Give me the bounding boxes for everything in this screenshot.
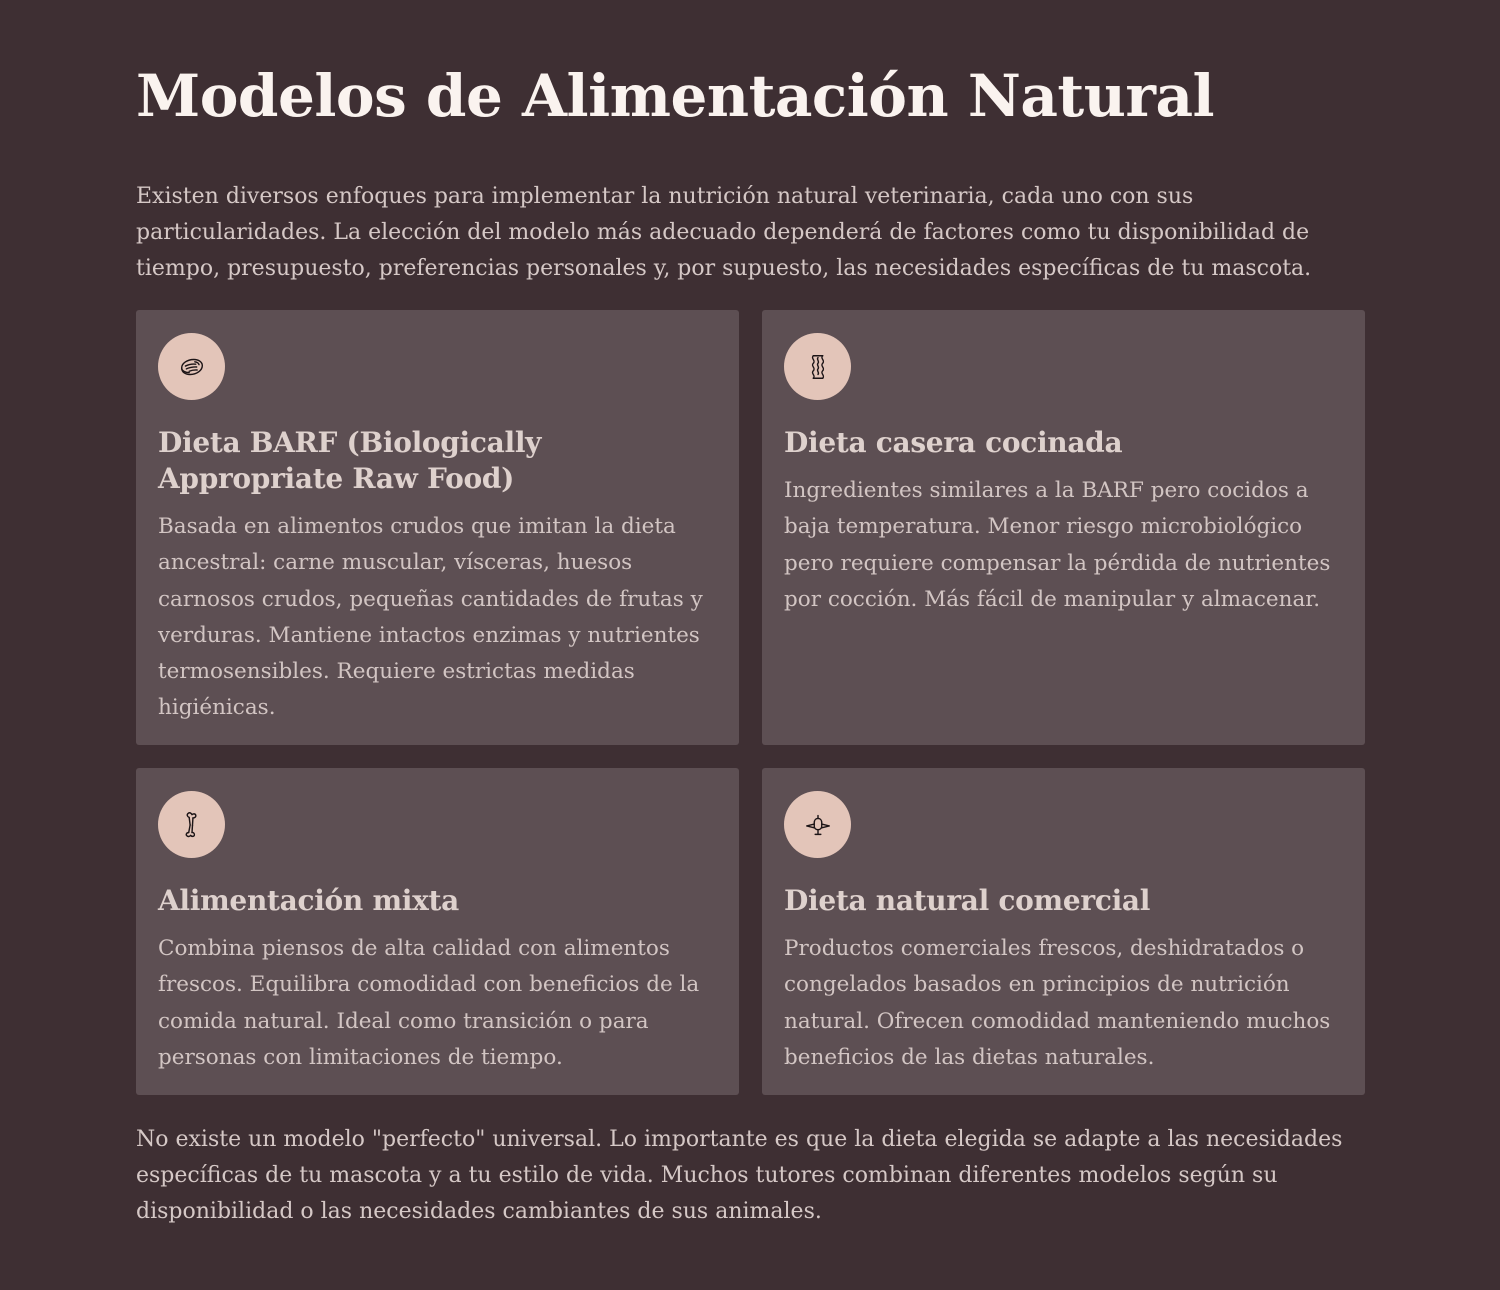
card-title: Dieta natural comercial — [784, 884, 1151, 917]
bone-icon — [158, 791, 225, 858]
closing-paragraph: No existe un modelo "perfecto" universal. Lo importante es que la dieta elegida se adapte a las necesidades específicas de tu mascota y a tu estilo de vida. Muchos tutores combinan diferentes modelos según su disponibilidad o las necesidades cambiantes de sus animales. — [136, 1127, 1343, 1224]
intro-paragraph: Existen diversos enfoques para implementar la nutrición natural veterinaria, cada uno con sus particularidades. La elección del modelo más adecuado dependerá de factores como tu disponibilidad de tiempo, presupuesto, preferencias personales y, por supuesto, las necesidades específicas de tu mascota. — [136, 184, 1312, 281]
diet-card-cooked — [762, 310, 1365, 745]
card-description: Basada en alimentos crudos que imitan la dieta ancestral: carne muscular, vísceras, huesos carnosos crudos, pequeñas cantidades de frutas y verduras. Mantiene intactos enzimas y nutrientes termosensibles. Requiere estrictas medidas higiénicas. — [158, 514, 703, 721]
meat-steak-icon — [158, 333, 225, 400]
card-description: Productos comerciales frescos, deshidratados o congelados basados en principios de nutrición natural. Ofrecen comodidad manteniendo muchos beneficios de las dietas naturales. — [784, 936, 1331, 1070]
drumstick-icon — [784, 791, 851, 858]
diet-card-commercial — [762, 768, 1365, 1095]
page-title: Modelos de Alimentación Natural — [136, 62, 1215, 130]
diet-card-barf — [136, 310, 739, 745]
card-title: Dieta BARF (Biologically Appropriate Raw Food) — [158, 426, 542, 495]
card-title: Alimentación mixta — [158, 884, 459, 917]
card-description: Ingredientes similares a la BARF pero cocidos a baja temperatura. Menor riesgo microbiológico pero requiere compensar la pérdida de nutrientes por cocción. Más fácil de manipular y almacenar. — [784, 478, 1331, 612]
diet-models-grid — [136, 310, 1365, 1095]
bacon-icon — [784, 333, 851, 400]
card-title: Dieta casera cocinada — [784, 426, 1123, 459]
card-description: Combina piensos de alta calidad con alimentos frescos. Equilibra comodidad con beneficios de la comida natural. Ideal como transición o para personas con limitaciones de tiempo. — [158, 936, 700, 1070]
diet-card-mixed — [136, 768, 739, 1095]
